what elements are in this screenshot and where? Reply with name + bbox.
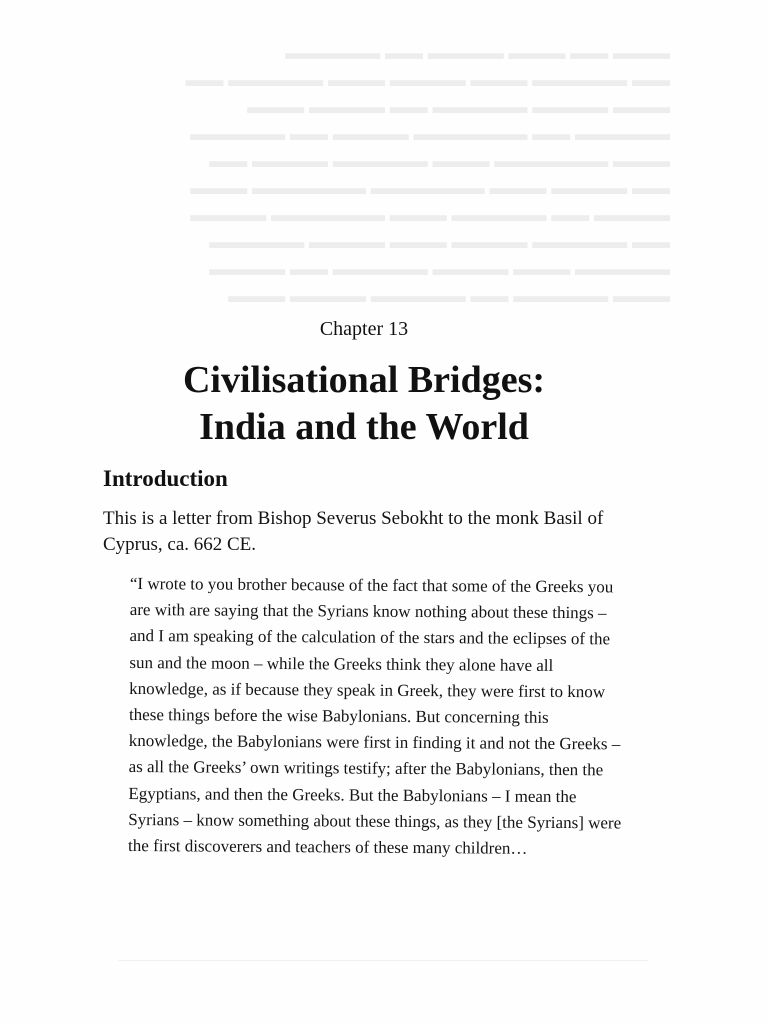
- reverse-side-footer-bleed: [118, 960, 648, 969]
- section-heading-introduction: Introduction: [103, 466, 228, 491]
- block-quote-letter: “I wrote to you brother because of the fact that some of the Greeks you are with are saying that the Syrians know nothing about these things – and I am speaking of the calculation of the stars and the eclipses of the sun and the moon – while the Greeks think they alone have all knowledge, as if because they speak in Greek, they were first to know these things before the wise Babylonians. But concerning this knowledge, the Babylonians were first in finding it and not the Greeks – as all the Greeks’ own writings testify; after the Babylonians, then the Egyptians, and then the Greeks. But the Babylonians – I mean the Syrians – know something about these things, as they [the Syrians] were the first discoverers and teachers of these many children…: [128, 573, 622, 858]
- introduction-paragraph: This is a letter from Bishop Severus Sebokht to the monk Basil of Cyprus, ca. 662 CE.: [103, 508, 604, 555]
- chapter-number: Chapter 13: [319, 318, 409, 340]
- chapter-title: [0, 357, 728, 451]
- chapter-title-line-2: India and the World: [199, 406, 529, 448]
- reverse-side-bleed-through: ▬▬▬ ▬▬ ▬▬▬ ▬▬▬▬ ▬▬ ▬▬▬▬▬ ▬▬ ▬▬▬▬▬ ▬▬▬ ▬▬▬▬ ▬▬▬ ▬▬▬▬▬ ▬▬ ▬▬▬ ▬▬▬▬ ▬▬▬▬▬ ▬▬ ▬▬▬▬ ▬▬▬ ▬▬▬▬▬ ▬▬ ▬▬▬▬▬▬ ▬▬▬▬ ▬▬ ▬▬▬▬▬ ▬▬▬ ▬▬▬▬▬▬ ▬▬▬ ▬▬▬▬▬ ▬▬▬▬ ▬▬ ▬▬ ▬▬▬▬ ▬▬▬ ▬▬▬▬▬▬ ▬▬▬▬▬▬ ▬▬▬ ▬▬▬▬ ▬▬ ▬▬▬▬▬ ▬▬▬ ▬▬▬▬▬▬ ▬▬▬▬ ▬▬ ▬▬▬▬▬ ▬▬▬▬ ▬▬▬ ▬▬▬▬ ▬▬▬▬▬ ▬▬▬▬▬ ▬▬▬ ▬▬▬▬ ▬▬▬▬▬ ▬▬ ▬▬▬▬ ▬▬▬ ▬▬▬▬▬ ▬▬ ▬▬▬▬▬ ▬▬▬▬ ▬▬▬: [185, 43, 670, 307]
- chapter-title-line-1: Civilisational Bridges:: [182, 359, 546, 401]
